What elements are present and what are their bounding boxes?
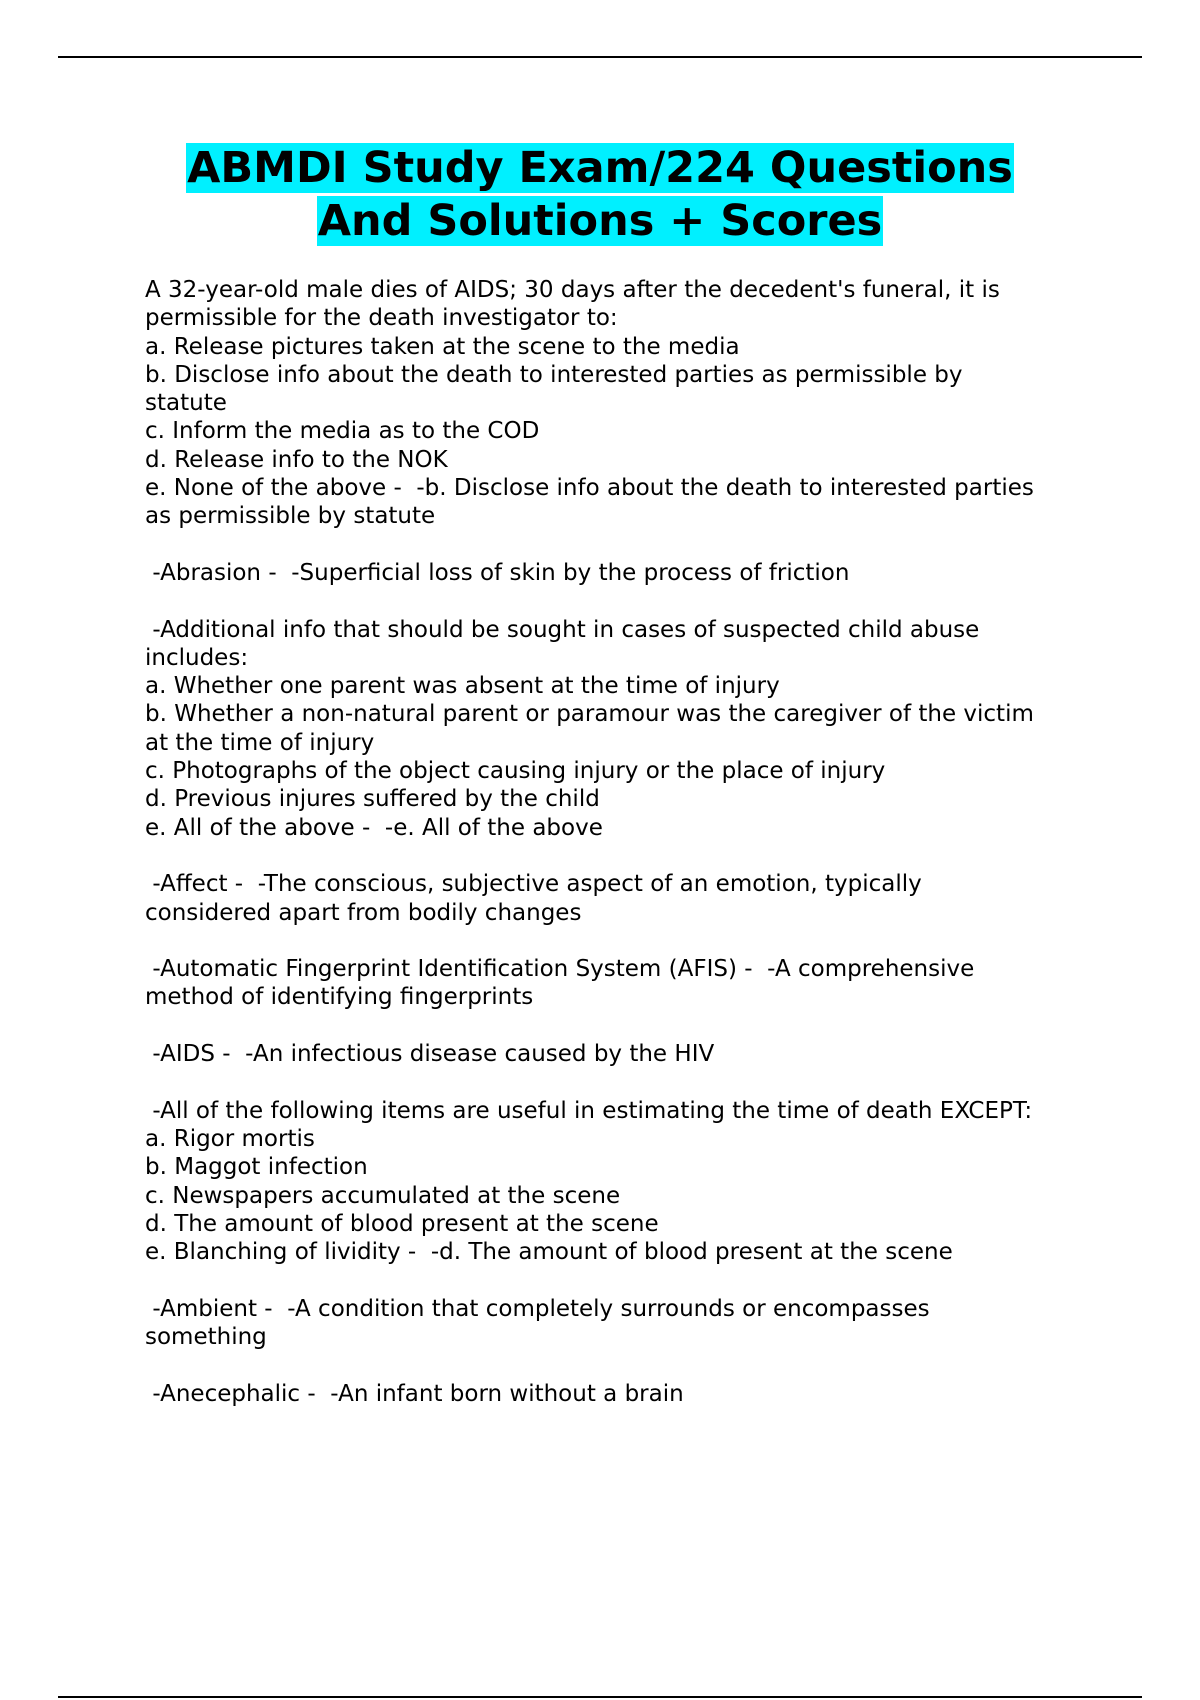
entry-line: b. Whether a non-natural parent or paramour was the caregiver of the victim: [145, 701, 1034, 728]
entry-line: -Ambient - -A condition that completely surrounds or encompasses: [145, 1295, 930, 1322]
qa-entry: [145, 276, 1095, 531]
qa-entry: [145, 1380, 1095, 1408]
entry-line: -Abrasion - -Superficial loss of skin by the process of friction: [145, 559, 850, 586]
entry-line: a. Release pictures taken at the scene to the media: [145, 333, 740, 360]
entry-line: A 32-year-old male dies of AIDS; 30 days after the decedent's funeral, it is: [145, 277, 1000, 303]
top-rule: [58, 56, 1142, 58]
entry-line: -All of the following items are useful in estimating the time of death EXCEPT:: [145, 1097, 1033, 1124]
entry-line: -AIDS - -An infectious disease caused by the HIV: [145, 1041, 715, 1068]
entry-line: c. Newspapers accumulated at the scene: [145, 1182, 621, 1209]
entry-line: c. Photographs of the object causing injury or the place of injury: [145, 758, 886, 785]
entry-line: b. Disclose info about the death to interested parties as permissible by: [145, 361, 963, 388]
entry-line: c. Inform the media as to the COD: [145, 418, 540, 445]
qa-entry: [145, 1040, 1095, 1068]
entry-line: e. None of the above - -b. Disclose info about the death to interested parties: [145, 475, 1034, 502]
qa-entry: [145, 955, 1095, 1012]
entry-line: d. The amount of blood present at the scene: [145, 1210, 659, 1237]
document-body: [145, 276, 1095, 1436]
qa-entry: [145, 616, 1095, 842]
qa-entry: [145, 559, 1095, 587]
entry-line: permissible for the death investigator to:: [145, 305, 618, 332]
entry-line: d. Previous injures suffered by the child: [145, 786, 600, 813]
entry-line: d. Release info to the NOK: [145, 446, 448, 473]
entry-line: -Additional info that should be sought in cases of suspected child abuse: [145, 616, 980, 643]
entry-line: considered apart from bodily changes: [145, 899, 582, 926]
qa-entry: [145, 870, 1095, 927]
entry-line: a. Rigor mortis: [145, 1125, 315, 1152]
entry-line: method of identifying fingerprints: [145, 984, 534, 1011]
title-line-1: ABMDI Study Exam/224 Questions: [187, 143, 1013, 193]
entry-line: -Affect - -The conscious, subjective aspect of an emotion, typically: [145, 871, 922, 898]
entry-line: e. Blanching of lividity - -d. The amount of blood present at the scene: [145, 1239, 953, 1266]
entry-line: b. Maggot infection: [145, 1154, 368, 1181]
entry-line: e. All of the above - -e. All of the above: [145, 814, 603, 841]
entry-line: -Anecephalic - -An infant born without a brain: [145, 1380, 684, 1407]
qa-entry: [145, 1295, 1095, 1352]
entry-line: statute: [145, 390, 227, 417]
entry-line: -Automatic Fingerprint Identification System (AFIS) - -A comprehensive: [145, 956, 975, 983]
bottom-rule: [58, 1696, 1142, 1698]
entry-line: a. Whether one parent was absent at the time of injury: [145, 673, 780, 700]
entry-line: as permissible by statute: [145, 503, 436, 530]
title-line-2: And Solutions + Scores: [317, 196, 883, 246]
entry-line: at the time of injury: [145, 729, 375, 756]
qa-entry: [145, 1097, 1095, 1267]
document-title: [0, 142, 1200, 248]
entry-line: something: [145, 1323, 267, 1350]
entry-line: includes:: [145, 644, 249, 671]
